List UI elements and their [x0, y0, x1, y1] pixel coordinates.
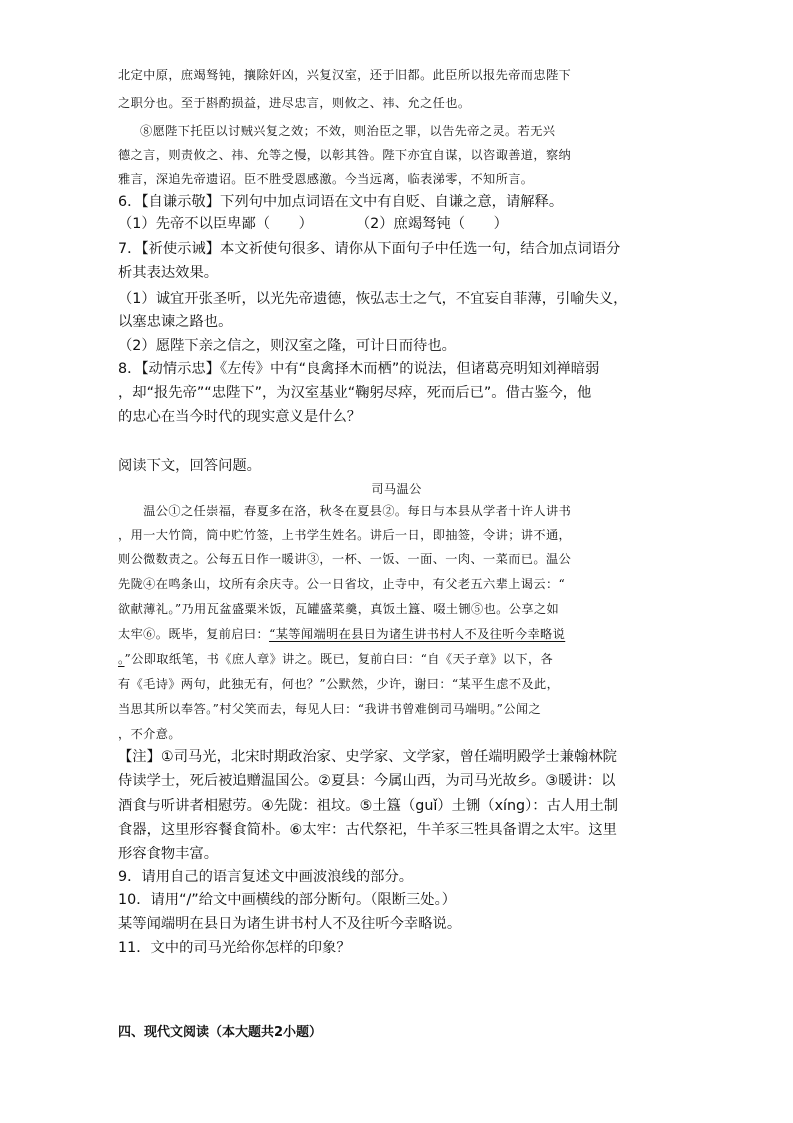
passage-line: ⑧愿陛下托臣以讨贼兴复之效；不效，则治臣之罪，以告先帝之灵。若无兴: [140, 124, 556, 138]
question-7-option-2: （2）愿陛下亲之信之，则汉室之隆，可计日而待也。: [118, 338, 456, 354]
question-9: 9．请用自己的语言复述文中画波浪线的部分。: [118, 869, 414, 885]
reading-line: [118, 502, 678, 519]
indent: [118, 504, 143, 518]
wavy-underlined-text: ，用一大竹筒，筒中贮竹签，上书学生姓名。讲后一日，即抽签，令讲；讲不通，: [118, 528, 572, 542]
passage-line: 德之言，则责攸之、祎、允等之慢，以彰其咎。陛下亦宜自谋，以咨诹善道，察纳: [118, 148, 572, 162]
question-8-cont: 的忠心在当今时代的现实意义是什么？: [118, 409, 362, 425]
reading-text: ”公即取纸笔，书《庶人章》讲之。既已，复前白曰：“自《天子章》以下，各: [124, 652, 554, 666]
question-7-option-1: （1）诚宜开张圣听，以光先帝遗德，恢弘志士之气，不宜妄自菲薄，引喻失义，: [118, 291, 628, 307]
passage-line: 之职分也。至于斟酌损益，进尽忠言，则攸之、祎、允之任也。: [118, 96, 471, 110]
reading-line: 欲献薄礼。”乃用瓦盆盛粟米饭，瓦罐盛菜羹，真饭土簋、啜土铏⑤也。公享之如: [118, 602, 560, 616]
note-line: 酒食与听讲者相慰劳。④先陇：祖坟。⑤土簋（guǐ）土铏（xíng）：古人用土制: [118, 798, 619, 814]
note-line: 食器，这里形容餐食简朴。⑥太牢：古代祭祀，牛羊豕三牲具备谓之太牢。这里: [118, 822, 617, 838]
passage-line: 北定中原，庶竭驽钝，攘除奸凶，兴复汉室，还于旧都。此臣所以报先帝而忠陛下: [118, 68, 572, 82]
reading-title: 司马温公: [371, 482, 422, 496]
question-6-items: （1）先帝不以臣卑鄙（ ） （2）庶竭驽钝（ ）: [118, 216, 508, 232]
note-line: 【注】①司马光，北宋时期政治家、史学家、文学家，曾任端明殿学士兼翰林院: [118, 749, 617, 765]
straight-underlined-text: 。: [118, 652, 125, 666]
reading-line: 有《毛诗》两句，此独无有，何也？”公默然，少许，谢曰：“某平生虑不及此，: [118, 677, 560, 691]
reading-line: [118, 625, 678, 642]
question-7-cont: 析其表达效果。: [118, 265, 219, 281]
reading-line: [118, 650, 678, 667]
wavy-underlined-text: 则公微数责之。: [118, 552, 207, 566]
reading-line: 先陇④在鸣条山，坟所有余庆寺。公一日省坟，止寺中，有父老五六辈上谒云：“: [118, 577, 566, 591]
reading-line: ，不介意。: [118, 727, 181, 741]
note-line: 形容食物丰富。: [118, 846, 219, 862]
reading-line: 当思其所以奉答。”村父笑而去，每见人曰：“我讲书曾难倒司马端明。”公闻之: [118, 702, 542, 716]
question-7: 7．【祈使示诫】本文祈使句很多、请你从下面句子中任选一句，结合加点词语分: [118, 241, 621, 257]
question-7-option-1-cont: 以塞忠谏之路也。: [118, 314, 233, 330]
question-11: 11．文中的司马光给你怎样的印象？: [118, 940, 351, 956]
question-10: 10．请用“/”给文中画横线的部分断句。（限断三处。）: [118, 892, 457, 908]
section-heading: 四、现代文阅读（本大题共2小题）: [118, 1025, 323, 1040]
reading-text: 公每五日作一暖讲③，一杯、一饭、一面、一肉、一菜而已。温公: [206, 552, 572, 566]
question-10-sentence: 某等闻端明在县日为诸生讲书村人不及往听今幸略说。: [118, 916, 462, 932]
reading-intro: 阅读下文，回答问题。: [118, 458, 261, 474]
question-8-cont: ，却“报先帝”“忠陛下”，为汉室基业“鞠躬尽瘁，死而后已”。借古鉴今，他: [118, 385, 592, 401]
question-6: 6．【自谦示敬】下列句中加点词语在文中有自贬、自谦之意，请解释。: [118, 194, 564, 210]
straight-underlined-text: “某等闻端明在县日为诸生讲书村人不及往听今幸略说: [269, 627, 566, 641]
question-8: 8．【动情示忠】《左传》中有“良禽择木而栖”的说法，但诸葛亮明知刘禅暗弱: [118, 361, 600, 377]
note-line: 侍读学士，死后被追赠温国公。②夏县：今属山西，为司马光故乡。③暖讲：以: [118, 773, 616, 789]
reading-text: 太牢⑥。既毕，复前启曰：: [118, 627, 270, 641]
wavy-underlined-text: 温公①之任崇福，春夏多在洛，秋冬在夏县②。每日与本县从学者十许人讲书: [143, 504, 572, 518]
reading-line: [118, 526, 678, 543]
passage-line: 雅言，深追先帝遗诏。臣不胜受恩感激。今当远离，临表涕零，不知所言。: [118, 172, 534, 186]
reading-line: [118, 550, 678, 567]
